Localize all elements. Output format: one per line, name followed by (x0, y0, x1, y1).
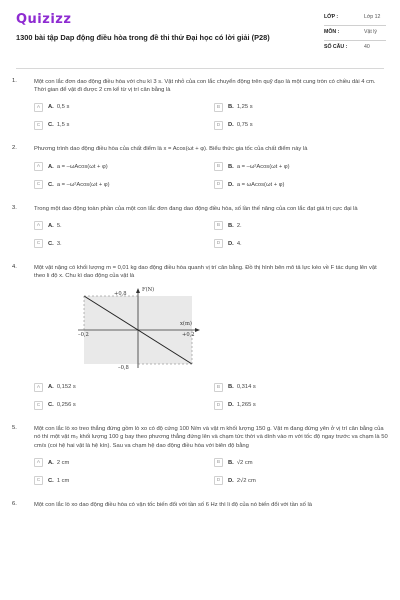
force-displacement-graph (58, 286, 208, 374)
option-prefix: D. (228, 240, 234, 247)
answer-options (34, 161, 388, 191)
x-right-label: +0,2 (182, 332, 195, 339)
option-prefix: A. (48, 222, 54, 229)
question-text: Một vật nặng có khối lượng m = 0,01 kg dao động điều hòa quanh vị trí cân bằng. Đồ thị hình bên mô tả lực kéo về F tác dụng lên vật theo li độ x. Chu kì dao động của vật là (34, 264, 377, 280)
question-5 (12, 425, 388, 487)
question-text: Trong một dao động toàn phần của một con lắc đơn đang dao động điều hòa, số lần thế năng của con lắc đạt giá trị cực đại là (34, 205, 358, 212)
option-prefix: B. (228, 163, 234, 170)
option-letter-box: B (214, 383, 223, 392)
option-prefix: A. (48, 459, 54, 466)
option-prefix: B. (228, 384, 234, 391)
option-c[interactable] (34, 475, 214, 487)
question-3 (12, 205, 388, 250)
option-letter-box: A (34, 383, 43, 392)
option-a[interactable] (34, 101, 214, 113)
option-prefix: A. (48, 104, 54, 111)
option-prefix: D. (228, 122, 234, 129)
option-b[interactable] (214, 457, 374, 469)
option-text: 1,5 s (56, 122, 70, 129)
option-letter-box: D (214, 239, 223, 248)
question-text: Một con lắc lò xo treo thẳng đứng gồm lò xo có độ cứng 100 N/m và vật m khối lượng 150 g. Vật m đang đứng yên ở vị trí cân bằng của nó thì một vật m₀ khối lượng 100 g bay theo phương thẳng đứng lên và chạm tức thời và dính vào m với tốc độ ngay trước va chạm là 50 cm/s (coi hệ hai vật là hệ kín). Sau va chạm hệ dao động điều hòa với biên độ bằng (34, 426, 388, 449)
option-text: 3. (56, 240, 62, 247)
answer-options (34, 220, 388, 250)
option-a[interactable] (34, 457, 214, 469)
option-letter-box: C (34, 401, 43, 410)
option-text: 4. (236, 240, 242, 247)
meta-row-subject (324, 26, 386, 41)
option-text: a = –ω²Acos(ωt + φ) (236, 163, 290, 170)
option-d[interactable] (214, 179, 374, 191)
question-number: 2. (12, 145, 17, 152)
y-axis-arrow (136, 288, 140, 293)
meta-row-grade (324, 11, 386, 26)
option-text: a = ωAcos(ωt + φ) (236, 181, 285, 188)
option-b[interactable] (214, 161, 374, 173)
option-letter-box: A (34, 221, 43, 230)
option-c[interactable] (34, 238, 214, 250)
option-a[interactable] (34, 220, 214, 232)
option-prefix: B. (228, 459, 234, 466)
option-c[interactable] (34, 119, 214, 131)
meta-row-question-count (324, 41, 386, 55)
option-text: 1,265 s (236, 402, 256, 409)
question-2 (12, 145, 388, 190)
answer-options (34, 457, 388, 487)
option-letter-box: C (34, 121, 43, 130)
option-prefix: C. (48, 477, 54, 484)
option-text: 2 cm (56, 459, 70, 466)
option-prefix: A. (48, 384, 54, 391)
option-prefix: A. (48, 163, 54, 170)
question-text: Một con lắc đơn dao động điều hòa với chu kì 3 s. Vật nhỏ của con lắc chuyển động trên quỹ đạo là một cung tròn có chiều dài 4 cm. Thời gian để vật đi được 2 cm kể từ vị trí cân bằng là (34, 79, 376, 94)
option-a[interactable] (34, 381, 214, 393)
option-prefix: B. (228, 104, 234, 111)
question-4 (12, 264, 388, 411)
option-letter-box: B (214, 103, 223, 112)
option-prefix: C. (48, 240, 54, 247)
option-letter-box: D (214, 121, 223, 130)
x-axis-arrow (195, 328, 200, 332)
question-text: Phương trình dao động điều hòa của chất điểm là x = Acos(ωt + φ). Biểu thức gia tốc của chất điểm này là (34, 146, 308, 153)
option-text: 2. (236, 222, 242, 229)
page-header (0, 0, 400, 62)
option-letter-box: B (214, 221, 223, 230)
option-d[interactable] (214, 399, 374, 411)
question-number: 3. (12, 204, 17, 211)
option-text: 0,75 s (236, 122, 253, 129)
header-divider (16, 68, 384, 69)
graph-svg (58, 286, 208, 374)
meta-key: SỐ CÂU : (324, 44, 348, 50)
quizizz-logo[interactable]: Quizizz (16, 12, 72, 27)
meta-key: LỚP : (324, 14, 339, 20)
option-text: 1,25 s (236, 104, 253, 111)
option-prefix: D. (228, 477, 234, 484)
meta-value: Vật lý (364, 29, 377, 35)
y-axis-label: F(N) (142, 287, 155, 294)
option-b[interactable] (214, 101, 374, 113)
x-axis-label: x(m) (180, 321, 192, 328)
option-letter-box: C (34, 239, 43, 248)
option-c[interactable] (34, 179, 214, 191)
option-text: 5. (56, 222, 62, 229)
question-list (0, 78, 400, 509)
question-number: 6. (12, 500, 17, 507)
answer-options (34, 101, 388, 131)
option-prefix: D. (228, 402, 234, 409)
option-letter-box: B (214, 162, 223, 171)
option-prefix: D. (228, 181, 234, 188)
option-text: 0,256 s (56, 402, 76, 409)
y-top-label: +0,8 (114, 291, 127, 298)
option-b[interactable] (214, 220, 374, 232)
option-text: 1 cm (56, 477, 70, 484)
option-d[interactable] (214, 238, 374, 250)
option-b[interactable] (214, 381, 374, 393)
option-letter-box: C (34, 476, 43, 485)
y-bottom-label: –0,8 (118, 365, 129, 372)
option-text: 0,152 s (56, 384, 76, 391)
option-text: 2√2 cm (236, 477, 256, 484)
meta-key: MÔN : (324, 29, 340, 35)
option-letter-box: D (214, 401, 223, 410)
option-letter-box: A (34, 458, 43, 467)
question-6 (12, 501, 388, 509)
option-prefix: B. (228, 222, 234, 229)
question-1 (12, 78, 388, 131)
option-text: √2 cm (236, 459, 253, 466)
option-letter-box: A (34, 162, 43, 171)
option-prefix: C. (48, 402, 54, 409)
answer-options (34, 381, 388, 411)
question-text: Một con lắc lò xo dao động điều hòa có vận tốc biến đổi với tần số 6 Hz thì li độ của nó biến đổi với tần số là (34, 501, 312, 508)
question-number: 4. (12, 263, 17, 270)
option-letter-box: B (214, 458, 223, 467)
question-number: 5. (12, 425, 17, 432)
option-letter-box: A (34, 103, 43, 112)
option-text: 0,5 s (56, 104, 70, 111)
option-letter-box: D (214, 180, 223, 189)
option-d[interactable] (214, 119, 374, 131)
option-prefix: C. (48, 122, 54, 129)
option-d[interactable] (214, 475, 374, 487)
option-prefix: C. (48, 181, 54, 188)
option-text: a = –ωAcos(ωt + φ) (56, 163, 108, 170)
worksheet-title: 1300 bài tập Dap động điều hòa trong đề thi thử Đại học có lời giải (P28) (16, 33, 270, 42)
option-letter-box: C (34, 180, 43, 189)
meta-value: Lớp 12 (364, 14, 381, 20)
worksheet-meta-table (324, 11, 386, 55)
option-text: 0,314 s (236, 384, 256, 391)
option-c[interactable] (34, 399, 214, 411)
option-a[interactable] (34, 161, 214, 173)
x-left-label: –0,2 (78, 332, 89, 339)
question-number: 1. (12, 78, 17, 84)
option-letter-box: D (214, 476, 223, 485)
meta-value: 40 (364, 44, 370, 50)
option-text: a = –ω²Acos(ωt + φ) (56, 181, 110, 188)
